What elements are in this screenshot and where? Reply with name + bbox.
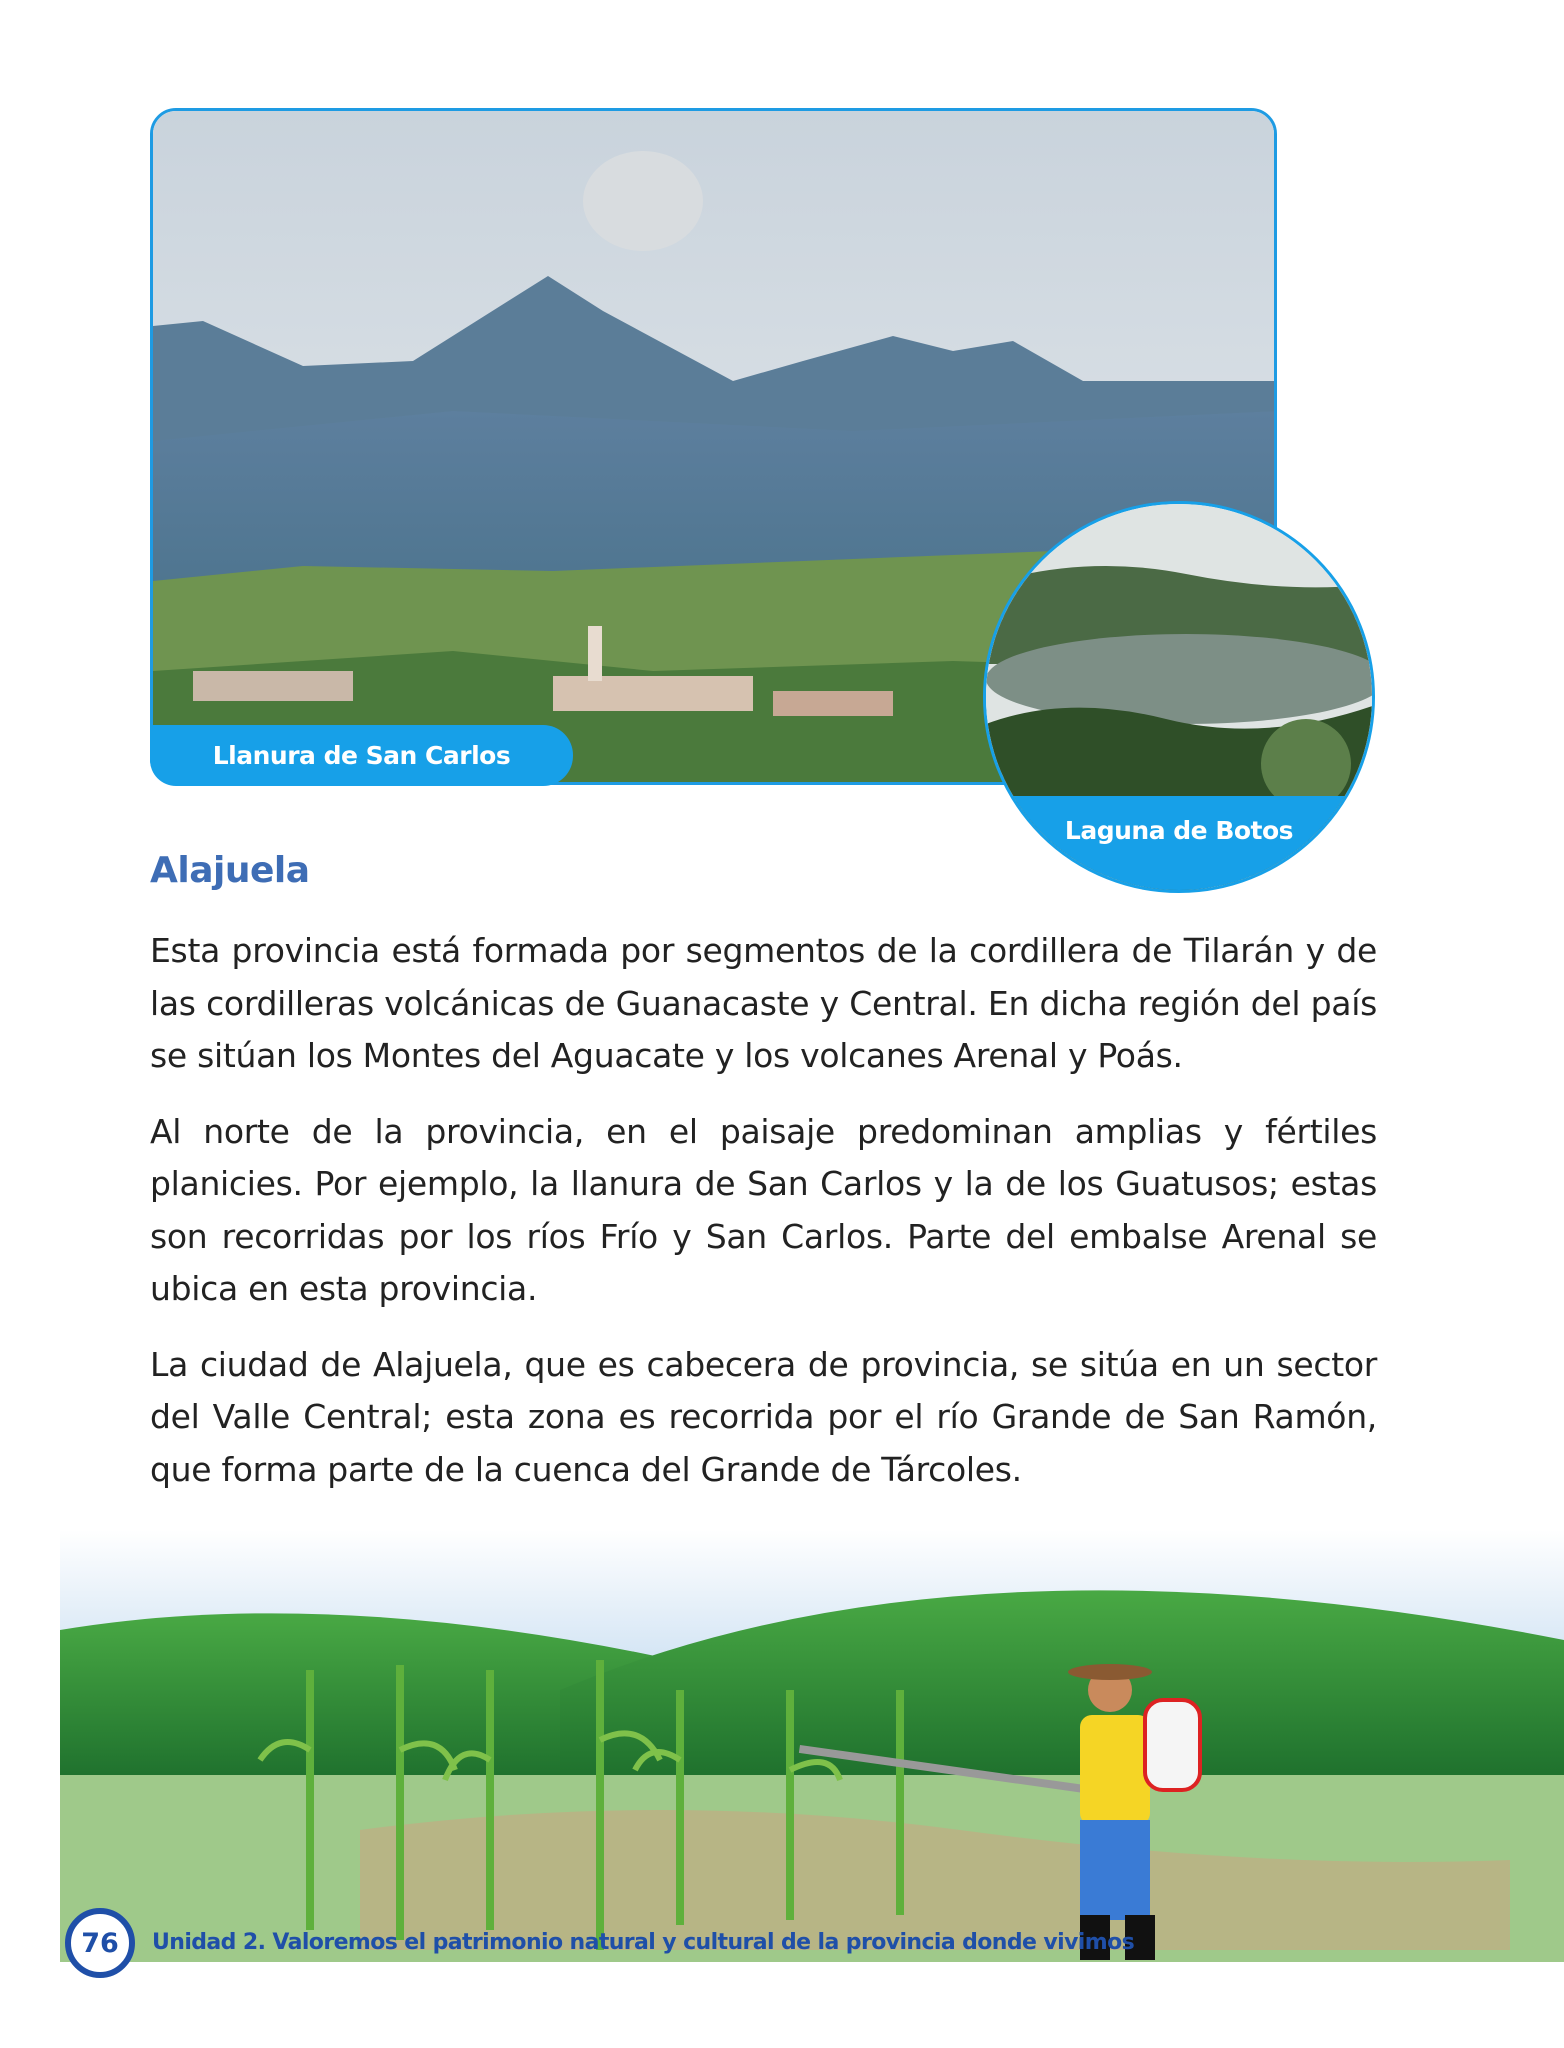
unit-title-footer: Unidad 2. Valoremos el patrimonio natural y cultural de la provincia donde vivimos bbox=[152, 1930, 1135, 1955]
page-number: 76 bbox=[65, 1908, 135, 1978]
paragraph: Esta provincia está formada por segmentos de la cordillera de Tilarán y de las cordilleras volcánicas de Guanacaste y Central. En dicha región del país se sitúan los Montes del Aguacate y los volcanes Arenal y Poás. bbox=[150, 931, 1377, 1075]
paragraph: La ciudad de Alajuela, que es cabecera de provincia, se sitúa en un sector del Valle Central; esta zona es recorrida por el río Grande de San Ramón, que forma parte de la cuenca del Grande de Tárcoles. bbox=[150, 1344, 1377, 1489]
main-photo-caption: Llanura de San Carlos bbox=[150, 725, 573, 786]
body-text bbox=[150, 925, 1377, 1519]
section-heading: Alajuela bbox=[150, 850, 310, 891]
farmer-cornfield-illustration bbox=[60, 1530, 1564, 1962]
inset-photo-caption: Laguna de Botos bbox=[986, 796, 1372, 890]
paragraph: Al norte de la provincia, en el paisaje predominan amplias y fértiles planicies. Por ejemplo, la llanura de San Carlos y la de los Guatusos; estas son recorridas por los ríos Frío y San Carlos. Parte del embalse Arenal se ubica en esta provincia. bbox=[150, 1111, 1377, 1308]
laguna-inset-photo bbox=[983, 501, 1375, 893]
